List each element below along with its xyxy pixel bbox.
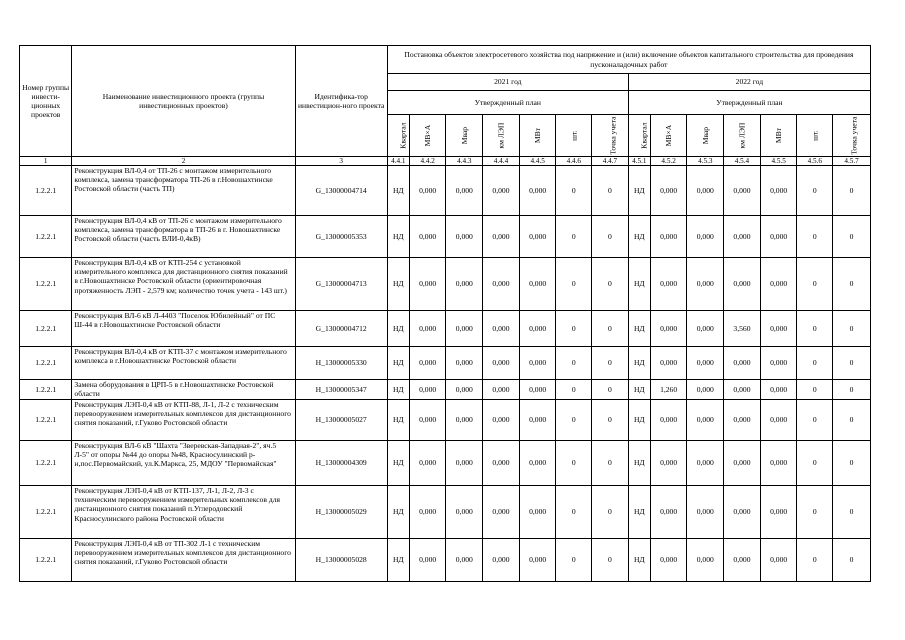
value-2021-cell: 0,000 — [483, 216, 520, 258]
unit-label: Мвар — [459, 126, 469, 145]
value-2022-cell: 0,000 — [724, 258, 761, 311]
table-header — [20, 46, 871, 157]
column-number: 4.5.7 — [833, 157, 871, 166]
value-2021-cell: 0,000 — [446, 380, 483, 400]
value-2021-cell: 0,000 — [519, 347, 556, 380]
value-2022-cell: 0,000 — [650, 347, 687, 380]
group-number-header: Номер группы инвести-ционных проектов — [20, 46, 72, 157]
value-2022-cell: 0,000 — [687, 539, 724, 582]
column-number: 4.5.4 — [724, 157, 761, 166]
value-2021-cell: 0 — [556, 166, 592, 216]
project-name-cell: Замена оборудования в ЦРП-5 в г.Новошахтинске Ростовской области — [72, 380, 295, 400]
value-2022-cell: 0,000 — [650, 166, 687, 216]
project-id-cell: G_13000004713 — [295, 258, 387, 311]
project-name-cell: Реконструкция ЛЭП-0,4 кВ от КТП-137, Л-1, Л-2, Л-3 с техническим перевооружением измерительных комплексов для дистанционного снятия показаний п.Углеродовский Красносулинского района Ростовской области — [72, 486, 295, 539]
group-number-cell: 1.2.2.1 — [20, 400, 72, 441]
unit-label: МВт — [774, 127, 784, 144]
project-id-cell: H_13000005347 — [295, 380, 387, 400]
unit-label: МВ×А — [664, 124, 674, 147]
group-number-cell: 1.2.2.1 — [20, 311, 72, 347]
value-2022-cell: 0,000 — [687, 216, 724, 258]
value-2021-cell: 0,000 — [409, 216, 446, 258]
value-2021-cell: 0,000 — [446, 441, 483, 486]
approved-plan-2022-header: Утвержденный план — [628, 91, 870, 115]
value-2022-cell: 0 — [833, 216, 871, 258]
value-2021-cell: 0,000 — [519, 441, 556, 486]
main-title-header: Постановка объектов электросетевого хозяйства под напряжение и (или) включение объектов капитального строительства для проведения пусконаладочных работ — [387, 46, 870, 74]
value-2021-cell: 0,000 — [446, 258, 483, 311]
group-number-cell: 1.2.2.1 — [20, 486, 72, 539]
value-2021-cell: НД — [387, 380, 409, 400]
value-2022-cell: 0 — [797, 441, 833, 486]
value-2021-cell: 0,000 — [409, 311, 446, 347]
value-2022-cell: 0 — [797, 400, 833, 441]
table-row — [20, 216, 871, 258]
column-number: 4.5.1 — [628, 157, 650, 166]
value-2021-cell: 0,000 — [483, 347, 520, 380]
value-2021-cell: 0,000 — [519, 380, 556, 400]
value-2021-cell: 0,000 — [409, 166, 446, 216]
column-number: 4.4.1 — [387, 157, 409, 166]
value-2022-cell: 0,000 — [650, 539, 687, 582]
value-2021-cell: НД — [387, 539, 409, 582]
approved-plan-2021-header: Утвержденный план — [387, 91, 628, 115]
value-2022-cell: НД — [628, 441, 650, 486]
value-2022-cell: 0,000 — [687, 347, 724, 380]
unit-header-2022 — [760, 115, 797, 157]
year-2021-header: 2021 год — [387, 74, 628, 91]
unit-label: шт. — [569, 130, 579, 141]
project-name-cell: Реконструкция ВЛ-0,4 кВ от КТП-37 с монтажом измерительного комплекса в г.Новошахтинске Ростовской области — [72, 347, 295, 380]
unit-label: шт. — [810, 130, 820, 141]
value-2022-cell: 0,000 — [687, 258, 724, 311]
value-2021-cell: 0,000 — [483, 486, 520, 539]
project-name-cell: Реконструкция ВЛ-6 кВ "Шахта "Зверевская-Западная-2", яч.5 Л-5" от опоры №44 до опоры №48, Красносулинский р-н,пос.Первомайский, ул.К.Маркса, 25, МДОУ "Первомайская" — [72, 441, 295, 486]
column-number-row — [20, 157, 871, 166]
value-2021-cell: НД — [387, 347, 409, 380]
value-2022-cell: 0,000 — [724, 539, 761, 582]
value-2021-cell: 0,000 — [483, 258, 520, 311]
group-number-cell: 1.2.2.1 — [20, 539, 72, 582]
value-2021-cell: 0 — [592, 441, 629, 486]
value-2021-cell: 0 — [556, 216, 592, 258]
unit-label: МВ×А — [423, 124, 433, 147]
project-id-cell: H_13000005029 — [295, 486, 387, 539]
value-2021-cell: 0,000 — [483, 400, 520, 441]
value-2021-cell: 0,000 — [446, 166, 483, 216]
value-2022-cell: 0 — [833, 380, 871, 400]
project-name-cell: Реконструкция ВЛ-0,4 кВ от КТП-254 с установкой измерительного комплекса для дистанционного снятия показаний в г.Новошахтинске Ростовской области (ориентировочная протяженность ЛЭП - 2,579 км; количество точек учета - 143 шт.) — [72, 258, 295, 311]
value-2021-cell: 0,000 — [409, 347, 446, 380]
table-row — [20, 311, 871, 347]
group-number-cell: 1.2.2.1 — [20, 258, 72, 311]
project-id-cell: G_13000004712 — [295, 311, 387, 347]
value-2022-cell: 0 — [797, 486, 833, 539]
value-2022-cell: 0 — [797, 258, 833, 311]
project-id-cell: H_13000004309 — [295, 441, 387, 486]
value-2022-cell: 0 — [833, 400, 871, 441]
value-2021-cell: 0,000 — [409, 441, 446, 486]
group-number-cell: 1.2.2.1 — [20, 380, 72, 400]
group-number-cell: 1.2.2.1 — [20, 347, 72, 380]
project-name-cell: Реконструкция ВЛ-0,4 от ТП-26 с монтажом измерительного комплекса, замена трансформатора ТП-26 в г.Новошахтинске Ростовской области (часть ТП) — [72, 166, 295, 216]
project-id-cell: G_13000005353 — [295, 216, 387, 258]
column-number: 4.4.5 — [519, 157, 556, 166]
value-2022-cell: НД — [628, 311, 650, 347]
value-2021-cell: 0,000 — [483, 311, 520, 347]
value-2022-cell: 0,000 — [724, 400, 761, 441]
column-number: 4.4.2 — [409, 157, 446, 166]
table-row — [20, 258, 871, 311]
value-2021-cell: 0,000 — [483, 380, 520, 400]
value-2022-cell: 0 — [797, 311, 833, 347]
table-row — [20, 166, 871, 216]
value-2022-cell: 0,000 — [687, 311, 724, 347]
value-2022-cell: 0,000 — [760, 486, 797, 539]
identifier-header: Идентифика-тор инвестицион-ного проекта — [295, 46, 387, 157]
unit-header-2022 — [797, 115, 833, 157]
unit-header-2021 — [483, 115, 520, 157]
unit-header-2021 — [446, 115, 483, 157]
value-2021-cell: 0,000 — [409, 400, 446, 441]
unit-label: Точка учета — [608, 116, 618, 155]
value-2021-cell: 0,000 — [446, 347, 483, 380]
value-2022-cell: 0,000 — [724, 380, 761, 400]
value-2021-cell: 0 — [592, 311, 629, 347]
unit-header-2022 — [628, 115, 650, 157]
column-number: 4.5.3 — [687, 157, 724, 166]
value-2021-cell: НД — [387, 258, 409, 311]
value-2021-cell: 0,000 — [446, 400, 483, 441]
unit-header-2022 — [687, 115, 724, 157]
value-2022-cell: 0 — [833, 347, 871, 380]
value-2021-cell: 0,000 — [519, 258, 556, 311]
value-2021-cell: 0,000 — [446, 311, 483, 347]
value-2022-cell: 0,000 — [650, 486, 687, 539]
value-2021-cell: 0 — [556, 258, 592, 311]
value-2021-cell: 0,000 — [483, 441, 520, 486]
project-name-header: Наименование инвестиционного проекта (группы инвестиционных проектов) — [72, 46, 295, 157]
unit-label: Квартал — [639, 122, 649, 149]
value-2022-cell: 0,000 — [760, 400, 797, 441]
value-2022-cell: 0,000 — [687, 166, 724, 216]
value-2022-cell: 0,000 — [650, 400, 687, 441]
value-2021-cell: НД — [387, 400, 409, 441]
table-body — [20, 157, 871, 582]
value-2022-cell: НД — [628, 216, 650, 258]
value-2022-cell: 0,000 — [760, 380, 797, 400]
value-2021-cell: 0 — [592, 258, 629, 311]
value-2021-cell: 0,000 — [519, 486, 556, 539]
unit-label: Мвар — [700, 126, 710, 145]
column-number: 3 — [295, 157, 387, 166]
value-2022-cell: НД — [628, 380, 650, 400]
value-2022-cell: 0 — [797, 380, 833, 400]
value-2022-cell: 0 — [833, 258, 871, 311]
value-2022-cell: 0 — [833, 441, 871, 486]
column-number: 4.4.6 — [556, 157, 592, 166]
value-2021-cell: 0,000 — [409, 380, 446, 400]
value-2022-cell: 0,000 — [760, 347, 797, 380]
value-2022-cell: 0,000 — [724, 441, 761, 486]
column-number: 2 — [72, 157, 295, 166]
value-2021-cell: 0 — [592, 486, 629, 539]
value-2021-cell: 0,000 — [483, 166, 520, 216]
value-2022-cell: 0,000 — [760, 539, 797, 582]
column-number: 4.4.3 — [446, 157, 483, 166]
table-row — [20, 400, 871, 441]
value-2021-cell: 0,000 — [519, 311, 556, 347]
project-id-cell: G_13000004714 — [295, 166, 387, 216]
column-number: 4.5.2 — [650, 157, 687, 166]
unit-header-2021 — [592, 115, 629, 157]
value-2022-cell: 0,000 — [760, 441, 797, 486]
value-2022-cell: 0,000 — [760, 311, 797, 347]
value-2022-cell: 0,000 — [650, 258, 687, 311]
value-2022-cell: 0,000 — [724, 486, 761, 539]
group-number-cell: 1.2.2.1 — [20, 441, 72, 486]
value-2021-cell: 0,000 — [519, 216, 556, 258]
unit-header-2022 — [724, 115, 761, 157]
project-name-cell: Реконструкция ЛЭП-0,4 кВ от ТП-302 Л-1 с техническим перевооружением измерительных комплексов для дистанционного снятия показаний, г.Гуково Ростовской области — [72, 539, 295, 582]
column-number: 4.5.6 — [797, 157, 833, 166]
project-name-cell: Реконструкция ЛЭП-0,4 кВ от КТП-88, Л-1, Л-2 с техническим перевооружением измерительных комплексов для дистанционного снятия показаний, г.Гуково Ростовской области — [72, 400, 295, 441]
value-2022-cell: 0 — [797, 347, 833, 380]
column-number: 4.4.7 — [592, 157, 629, 166]
project-name-cell: Реконструкция ВЛ-6 кВ Л-4403 "Поселок Юбилейный" от ПС Ш-44 в г.Новошахтинске Ростовской области — [72, 311, 295, 347]
unit-header-2021 — [409, 115, 446, 157]
value-2021-cell: 0 — [592, 216, 629, 258]
investment-projects-table — [19, 45, 871, 582]
value-2021-cell: 0,000 — [446, 216, 483, 258]
value-2021-cell: НД — [387, 441, 409, 486]
value-2022-cell: НД — [628, 486, 650, 539]
value-2021-cell: 0,000 — [483, 539, 520, 582]
value-2021-cell: 0 — [556, 347, 592, 380]
value-2021-cell: 0 — [556, 311, 592, 347]
unit-label: МВт — [533, 127, 543, 144]
value-2021-cell: НД — [387, 166, 409, 216]
value-2022-cell: 0,000 — [650, 311, 687, 347]
value-2021-cell: 0 — [556, 539, 592, 582]
project-id-cell: H_13000005028 — [295, 539, 387, 582]
value-2022-cell: 0,000 — [760, 258, 797, 311]
value-2021-cell: 0,000 — [446, 486, 483, 539]
value-2022-cell: 0,000 — [760, 166, 797, 216]
value-2022-cell: 3,560 — [724, 311, 761, 347]
value-2022-cell: 0,000 — [687, 441, 724, 486]
value-2021-cell: 0 — [556, 441, 592, 486]
table-row — [20, 441, 871, 486]
value-2021-cell: 0 — [592, 166, 629, 216]
value-2022-cell: 0,000 — [687, 380, 724, 400]
value-2022-cell: 0 — [833, 486, 871, 539]
value-2022-cell: 0 — [797, 216, 833, 258]
value-2022-cell: НД — [628, 347, 650, 380]
value-2021-cell: 0 — [592, 380, 629, 400]
value-2021-cell: НД — [387, 486, 409, 539]
value-2021-cell: 0 — [556, 400, 592, 441]
value-2022-cell: 0,000 — [724, 347, 761, 380]
column-number: 1 — [20, 157, 72, 166]
value-2021-cell: 0,000 — [409, 258, 446, 311]
value-2021-cell: 0 — [592, 347, 629, 380]
value-2022-cell: 0,000 — [724, 166, 761, 216]
value-2022-cell: НД — [628, 166, 650, 216]
unit-header-2021 — [387, 115, 409, 157]
table-row — [20, 486, 871, 539]
unit-header-2021 — [556, 115, 592, 157]
value-2022-cell: 0 — [833, 311, 871, 347]
column-number: 4.5.5 — [760, 157, 797, 166]
value-2022-cell: 0 — [797, 539, 833, 582]
value-2021-cell: 0,000 — [446, 539, 483, 582]
value-2021-cell: 0 — [556, 486, 592, 539]
unit-header-2022 — [833, 115, 871, 157]
value-2022-cell: 0,000 — [687, 486, 724, 539]
value-2021-cell: НД — [387, 311, 409, 347]
value-2022-cell: НД — [628, 258, 650, 311]
unit-header-2021 — [519, 115, 556, 157]
value-2021-cell: НД — [387, 216, 409, 258]
unit-label: Квартал — [398, 122, 408, 149]
table-row — [20, 539, 871, 582]
value-2022-cell: 0 — [797, 166, 833, 216]
value-2021-cell: 0,000 — [409, 486, 446, 539]
value-2021-cell: 0 — [556, 380, 592, 400]
value-2022-cell: 0,000 — [650, 216, 687, 258]
value-2022-cell: 0,000 — [650, 441, 687, 486]
value-2022-cell: НД — [628, 400, 650, 441]
project-id-cell: H_13000005330 — [295, 347, 387, 380]
value-2021-cell: 0,000 — [519, 166, 556, 216]
unit-label: км ЛЭП — [737, 122, 747, 149]
group-number-cell: 1.2.2.1 — [20, 166, 72, 216]
table-row — [20, 380, 871, 400]
value-2022-cell: 1,260 — [650, 380, 687, 400]
value-2022-cell: 0,000 — [724, 216, 761, 258]
value-2022-cell: 0 — [833, 539, 871, 582]
year-2022-header: 2022 год — [628, 74, 870, 91]
value-2021-cell: 0,000 — [409, 539, 446, 582]
group-number-cell: 1.2.2.1 — [20, 216, 72, 258]
value-2022-cell: 0,000 — [760, 216, 797, 258]
unit-header-2022 — [650, 115, 687, 157]
value-2021-cell: 0 — [592, 539, 629, 582]
unit-label: км ЛЭП — [496, 122, 506, 149]
unit-label: Точка учета — [849, 116, 859, 155]
value-2022-cell: 0 — [833, 166, 871, 216]
project-name-cell: Реконструкция ВЛ-0,4 кВ от ТП-26 с монтажом измерительного комплекса, замена трансформатора в ТП-26 в г. Новошахтинске Ростовской области (часть ВЛИ-0,4кВ) — [72, 216, 295, 258]
value-2021-cell: 0,000 — [519, 400, 556, 441]
project-id-cell: H_13000005027 — [295, 400, 387, 441]
value-2021-cell: 0,000 — [519, 539, 556, 582]
value-2021-cell: 0 — [592, 400, 629, 441]
table-row — [20, 347, 871, 380]
column-number: 4.4.4 — [483, 157, 520, 166]
value-2022-cell: НД — [628, 539, 650, 582]
value-2022-cell: 0,000 — [687, 400, 724, 441]
